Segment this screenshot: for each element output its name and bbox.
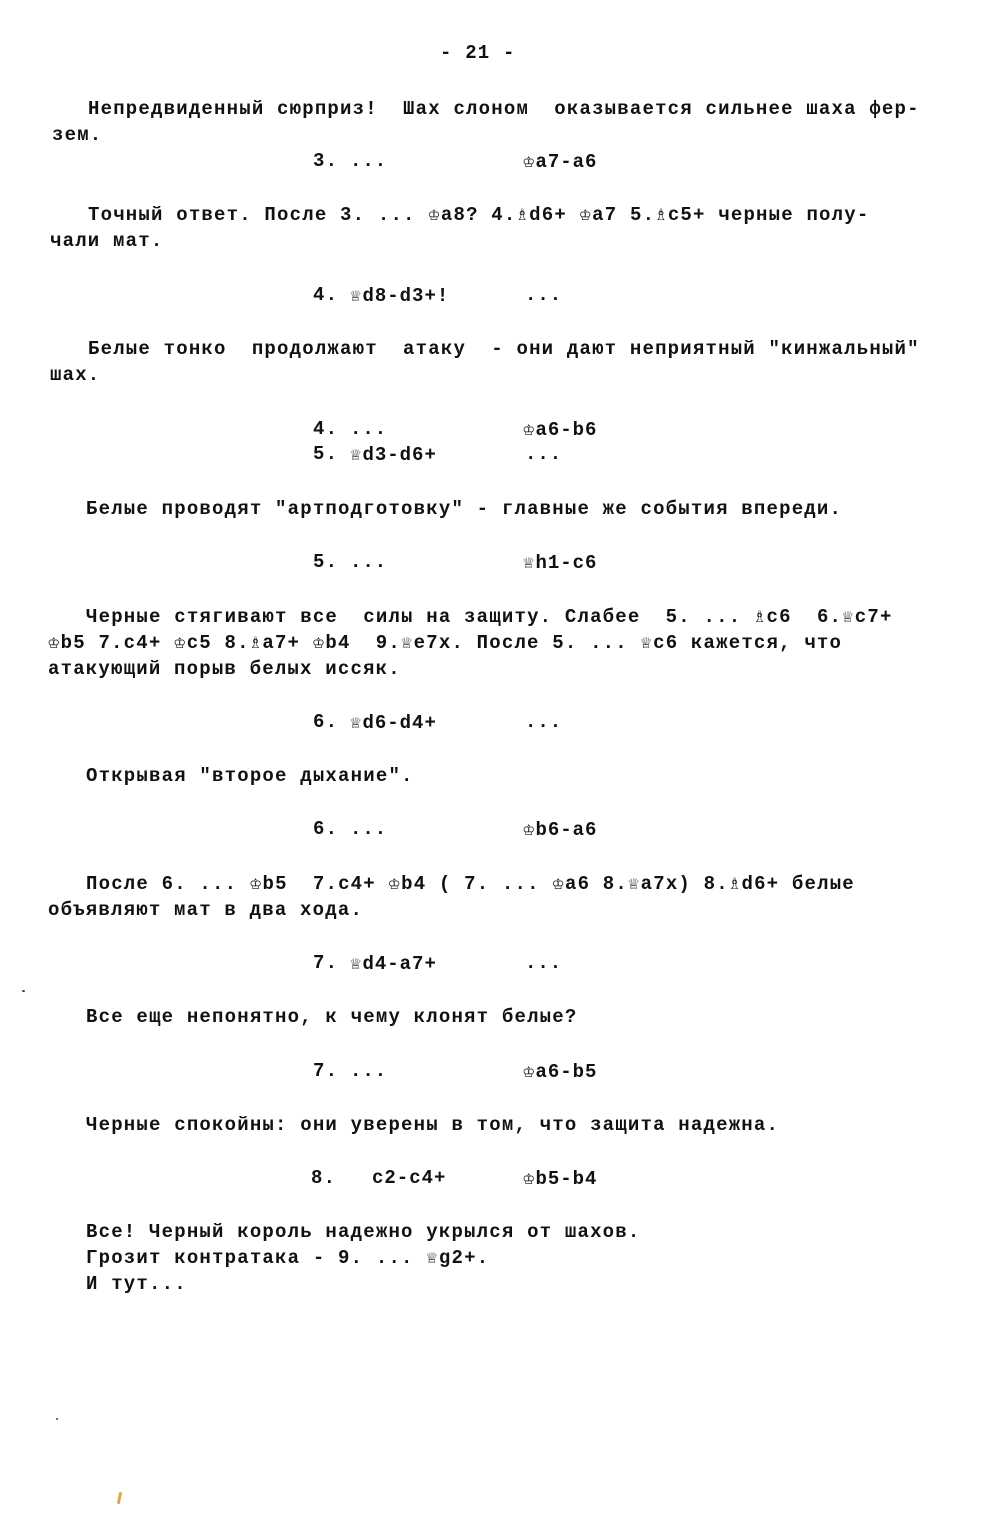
move-number: 4.	[313, 418, 339, 440]
move-number: 5.	[313, 443, 339, 465]
move-black: ♔a6-b5	[523, 1061, 598, 1083]
move-number: 8.	[311, 1167, 337, 1189]
text-line: После 6. ... ♔b5 7.c4+ ♔b4 ( 7. ... ♔a6 8.♕a7x) 8.♗d6+ белые	[86, 873, 855, 895]
move-number: 4.	[313, 284, 339, 306]
move-white: ♕d8-d3+!	[350, 285, 450, 307]
move-black: ♔b6-a6	[523, 819, 598, 841]
move-number: 7.	[313, 1060, 339, 1082]
move-black: ♕h1-c6	[523, 552, 598, 574]
move-black: ...	[525, 711, 563, 733]
scan-speck	[22, 990, 25, 992]
move-white: ...	[350, 150, 388, 172]
move-number: 3.	[313, 150, 339, 172]
move-white: ...	[350, 818, 388, 840]
move-black: ...	[525, 443, 563, 465]
text-line: объявляют мат в два хода.	[48, 899, 364, 921]
move-number: 6.	[313, 818, 339, 840]
move-white: ...	[350, 418, 388, 440]
move-white: ♕d4-a7+	[350, 953, 437, 975]
text-line: Все! Черный король надежно укрылся от шахов.	[86, 1221, 641, 1243]
move-black: ♔a6-b6	[523, 419, 598, 441]
move-black: ♔a7-a6	[523, 151, 598, 173]
move-white: ♕d3-d6+	[350, 444, 437, 466]
text-line: шах.	[50, 364, 101, 386]
page-number: - 21 -	[440, 42, 516, 64]
move-black: ...	[525, 952, 563, 974]
text-line: Открывая "второе дыхание".	[86, 765, 414, 787]
text-line: атакующий порыв белых иссяк.	[48, 658, 401, 680]
scan-speck	[56, 1418, 58, 1420]
move-white: c2-c4+	[372, 1167, 447, 1189]
move-white: ♕d6-d4+	[350, 712, 437, 734]
text-line: Все еще непонятно, к чему клонят белые?	[86, 1006, 578, 1028]
move-white: ...	[350, 551, 388, 573]
text-line: Точный ответ. После 3. ... ♔a8? 4.♗d6+ ♔a7 5.♗c5+ черные полу-	[88, 204, 870, 226]
text-line: Непредвиденный сюрприз! Шах слоном оказывается сильнее шаха фер-	[88, 98, 920, 120]
move-black: ♔b5-b4	[523, 1168, 598, 1190]
scan-speck	[117, 1492, 122, 1504]
text-line: Грозит контратака - 9. ... ♕g2+.	[86, 1247, 490, 1269]
move-black: ...	[525, 284, 563, 306]
move-white: ...	[350, 1060, 388, 1082]
move-number: 6.	[313, 711, 339, 733]
move-number: 5.	[313, 551, 339, 573]
text-line: И тут...	[86, 1273, 187, 1295]
text-line: Белые тонко продолжают атаку - они дают неприятный "кинжальный"	[88, 338, 920, 360]
text-line: ♔b5 7.c4+ ♔c5 8.♗a7+ ♔b4 9.♕e7x. После 5. ... ♕c6 кажется, что	[48, 632, 843, 654]
text-line: Черные спокойны: они уверены в том, что защита надежна.	[86, 1114, 780, 1136]
move-number: 7.	[313, 952, 339, 974]
text-line: зем.	[52, 124, 103, 146]
text-line: Черные стягивают все силы на защиту. Слабее 5. ... ♗c6 6.♕c7+	[86, 606, 893, 628]
text-line: Белые проводят "артподготовку" - главные же события впереди.	[86, 498, 843, 520]
text-line: чали мат.	[50, 230, 164, 252]
